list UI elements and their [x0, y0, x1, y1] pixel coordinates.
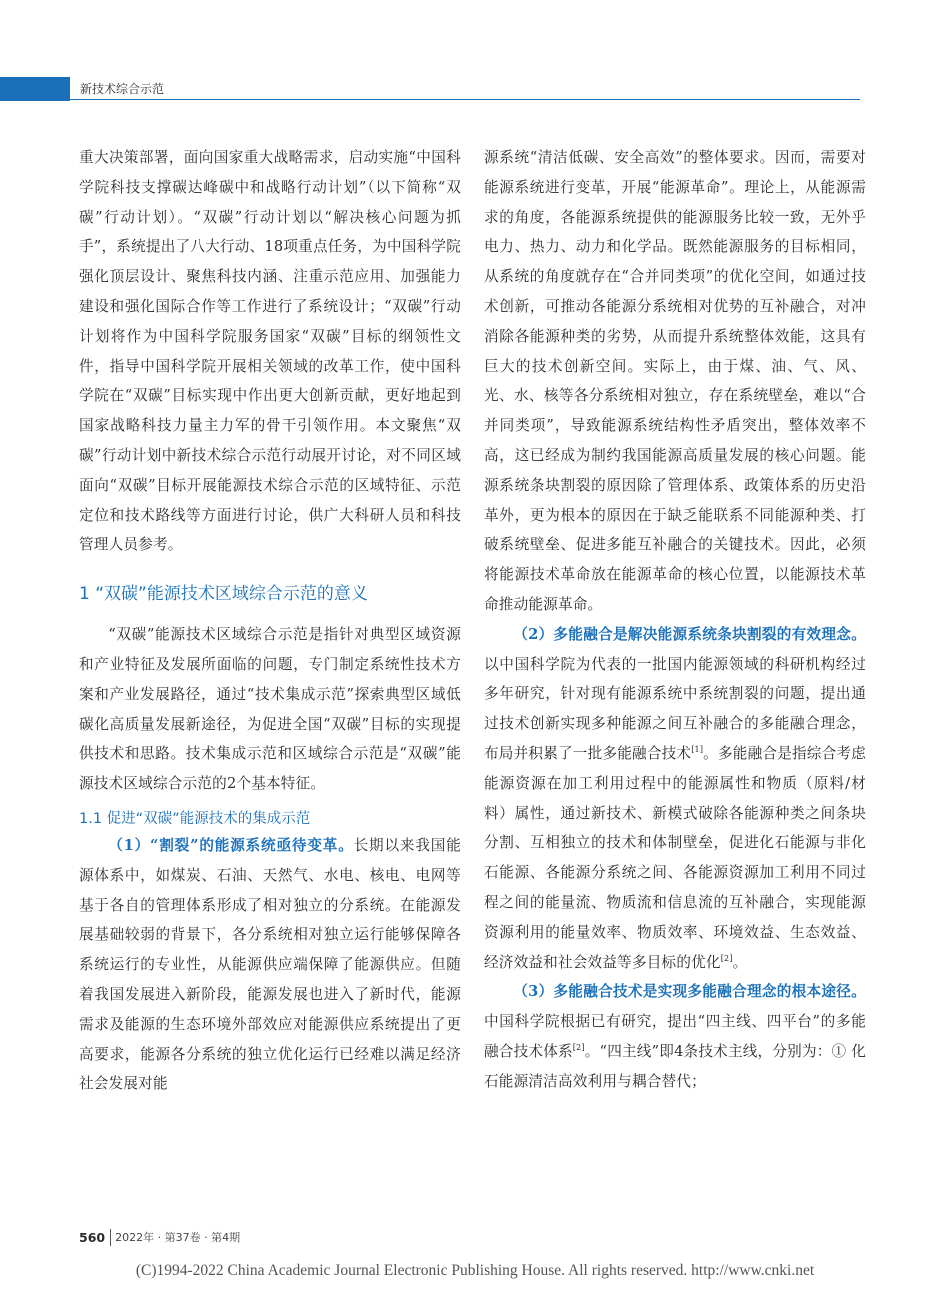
citation-ref[interactable]: [2] — [720, 953, 733, 963]
citation-ref[interactable]: [1] — [691, 745, 704, 755]
page-number: 560 — [79, 1229, 106, 1245]
paragraph-text: 中国科学院根据已有研究，提出“四主线、四平台”的多能融合技术体系 — [484, 1013, 866, 1060]
body-paragraph: “双碳”能源技术区域综合示范是指针对典型区域资源和产业特征及发展所面临的问题，专门制定系统性技术方案和产业发展路径，通过“技术集成示范”探索典型区域低碳化高质量发展新途径，为促进全国“双碳”目标的实现提供技术和思路。技术集成示范和区域综合示范是“双碳”能源技术区域综合示范的2个基本特征。 — [79, 626, 461, 793]
copyright-line: (C)1994-2022 China Academic Journal Electronic Publishing House. All rights reserved. http://www.cnki.net — [135, 1262, 815, 1279]
header-rule — [70, 99, 860, 100]
paragraph-text: 。多能融合是指综合考虑能源资源在加工利用过程中的能源属性和物质（原料/材料）属性，通过新技术、新模式破除各能源种类之间条块分割、互相独立的技术和体制壁垒，促进化石能源与非化石能源、各能源分系统之间、各能源资源加工利用不同过程之间的能量流、物质流和信息流的互补融合，实现能源资源利用的能量效率、物质效率、环境效益、生态效益、经济效益和社会效益等多目标的优化 — [484, 744, 866, 971]
body-paragraph: 源系统“清洁低碳、安全高效”的整体要求。因而，需要对能源系统进行变革，开展“能源革命”。理论上，从能源需求的角度，各能源系统提供的能源服务比较一致，无外乎电力、热力、动力和化学品。既然能源服务的目标相同，从系统的角度就存在“合并同类项”的优化空间，如通过技术创新，可推动各能源分系统相对优势的互补融合，对冲消除各能源种类的劣势，从而提升系统整体效能，这具有巨大的技术创新空间。实际上，由于煤、油、气、风、光、水、核等各分系统相对独立，存在系统壁垒，难以“合并同类项”，导致能源系统结构性矛盾突出，整体效率不高，这已经成为制约我国能源高质量发展的核心问题。能源系统条块割裂的原因除了管理体系、政策体系的历史沿革外，更为根本的原因在于缺乏能联系不同能源种类、打破系统壁垒、促进多能互补融合的关键技术。因此，必须将能源技术革命放在能源革命的核心位置，以能源技术革命推动能源革命。 — [484, 149, 866, 613]
body-paragraph — [484, 620, 866, 978]
body-paragraph — [79, 831, 461, 1099]
paragraph-lead: （2）多能融合是解决能源系统条块割裂的有效理念。 — [513, 625, 866, 643]
footer-divider — [110, 1229, 111, 1246]
paragraph-lead: （3）多能融合技术是实现多能融合理念的根本途径。 — [513, 983, 866, 1001]
section-heading: 1 “双碳”能源技术区域综合示范的意义 — [79, 584, 368, 605]
paragraph-text: 以中国科学院为代表的一批国内能源领域的科研机构经过多年研究，针对现有能源系统中系统割裂的问题，提出通过技术创新实现多种能源之间互补融合的多能融合理念，布局并积累了一批多能融合技术 — [484, 655, 866, 762]
body-paragraph: 重大决策部署，面向国家重大战略需求，启动实施“中国科学院科技支撑碳达峰碳中和战略行动计划”（以下简称“双碳”行动计划）。“双碳”行动计划以“解决核心问题为抓手”，系统提出了八大行动、18项重点任务，为中国科学院强化顶层设计、聚焦科技内涵、注重示范应用、加强能力建设和强化国际合作等工作进行了系统设计；“双碳”行动计划将作为中国科学院服务国家“双碳”目标的纲领性文件，指导中国科学院开展相关领域的改革工作，使中国科学院在“双碳”目标实现中作出更大创新贡献，更好地起到国家战略科技力量主力军的骨干引领作用。本文聚焦“双碳”行动计划中新技术综合示范行动展开讨论，对不同区域面向“双碳”目标开展能源技术综合示范的区域特征、示范定位和技术路线等方面进行讨论，供广大科研人员和科技管理人员参考。 — [79, 149, 461, 554]
issue-info: 2022年 · 第37卷 · 第4期 — [115, 1231, 241, 1244]
page-footer — [79, 1229, 240, 1245]
paragraph-text: 。“四主线”即4条技术主线，分别为：① 化石能源清洁高效利用与耦合替代； — [484, 1042, 866, 1090]
paragraph-lead: （1）“割裂”的能源系统亟待变革。 — [108, 836, 354, 854]
left-column — [79, 143, 461, 1099]
running-header: 新技术综合示范 — [80, 82, 165, 96]
paragraph-text: 。 — [732, 953, 748, 971]
right-column — [484, 143, 866, 1097]
header-color-block — [0, 77, 70, 101]
body-paragraph — [484, 977, 866, 1096]
subsection-heading: 1.1 促进“双碳”能源技术的集成示范 — [79, 810, 311, 827]
paragraph-text: 长期以来我国能源体系中，如煤炭、石油、天然气、水电、核电、电网等基于各自的管理体系形成了相对独立的分系统。在能源发展基础较弱的背景下，各分系统相对独立运行能够保障各系统运行的专业性，从能源供应端保障了能源供应。但随着我国发展进入新阶段，能源发展也进入了新时代，能源需求及能源的生态环境外部效应对能源供应系统提出了更高要求，能源各分系统的独立优化运行已经难以满足经济社会发展对能 — [79, 836, 461, 1093]
citation-ref[interactable]: [2] — [572, 1043, 585, 1053]
